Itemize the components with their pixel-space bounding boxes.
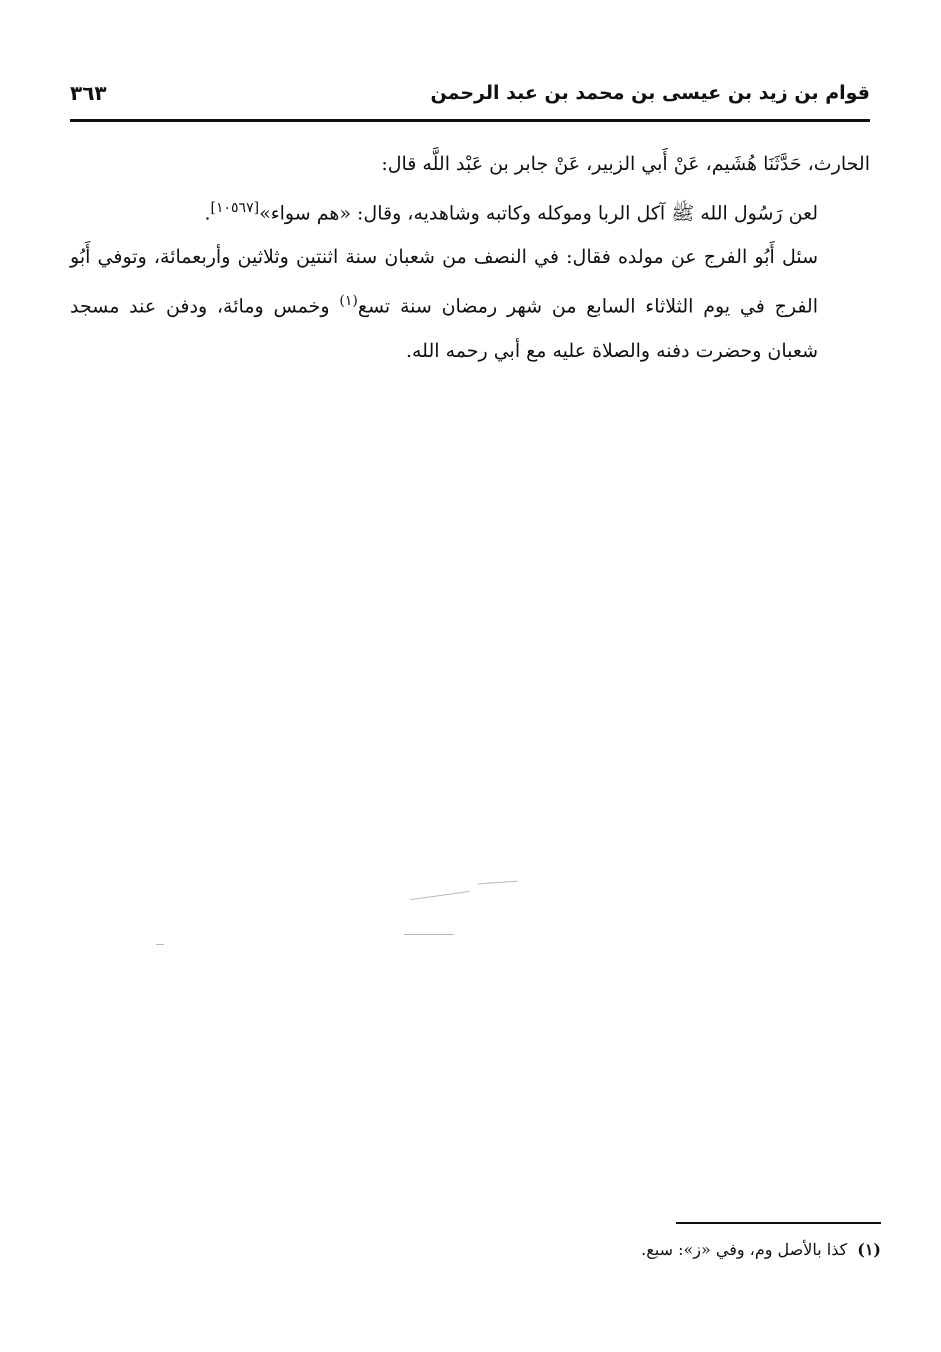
paragraph-biography-text-1: سئل أَبُو الفرج عن مولده فقال: في النصف من شعبان سنة اثنتين وثلاثين وأربعمائة، وتوفي أَبُو الفرج في يوم الثلاثاء السابع من شهر رمضان سنة تسع (70, 246, 818, 318)
running-header (70, 78, 870, 114)
page-number: ٣٦٣ (70, 81, 107, 105)
paragraph-hadith-end: . (204, 202, 211, 225)
paragraph-isnad-text: الحارث، حَدَّثَنَا هُشَيم، عَنْ أَبي الزبير، عَنْ جابر بن عَبْد اللَّه قال: (381, 153, 870, 175)
paragraph-hadith-text: لعن رَسُول الله ﷺ آكل الربا وموكله وكاتبه وشاهديه، وقال: «هم سواء» (259, 202, 818, 225)
paragraph-biography (70, 235, 870, 372)
paragraph-biography-text-2: وخمس ومائة، ودفن عند مسجد شعبان وحضرت دفنه والصلاة عليه مع أبي رحمه الله. (70, 295, 818, 362)
hadith-number: [١٠٥٦٧] (210, 200, 260, 216)
footnote-number: (١) (857, 1240, 881, 1259)
header-rule (70, 119, 870, 122)
footnote-marker[interactable]: (١) (339, 293, 358, 310)
scan-artifact (478, 881, 518, 885)
scan-artifact (404, 934, 454, 935)
footnotes (70, 1236, 881, 1264)
paragraph-hadith (70, 186, 870, 235)
body-text (70, 142, 870, 373)
scan-artifact (410, 891, 470, 900)
scan-artifact (156, 944, 164, 945)
footnote-rule (676, 1222, 881, 1224)
paragraph-isnad (70, 142, 870, 186)
footnote-text: كذا بالأصل وم، وفي «ز»: سبع. (641, 1240, 848, 1259)
footnote-item (70, 1236, 881, 1264)
header-title: قوام بن زيد بن عيسى بن محمد بن عبد الرحمن (430, 82, 870, 104)
